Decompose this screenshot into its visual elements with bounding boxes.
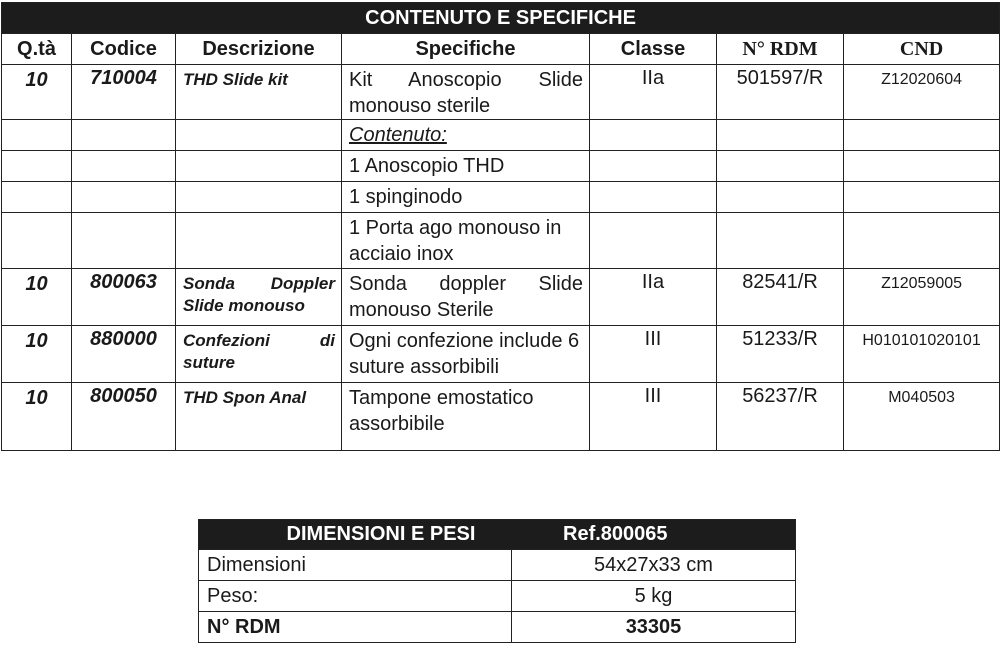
- header-qta: Q.tà: [2, 34, 72, 65]
- cell-qta: [2, 182, 72, 213]
- cell-cnd: M040503: [844, 383, 1000, 451]
- cell-descrizione: Confezioni di suture: [176, 326, 342, 383]
- cell-rdm: [717, 151, 844, 182]
- cell-cnd: [844, 182, 1000, 213]
- header-classe: Classe: [590, 34, 717, 65]
- cell-cnd: H010101020101: [844, 326, 1000, 383]
- dim-value: 33305: [512, 612, 796, 643]
- cell-rdm: 56237/R: [717, 383, 844, 451]
- cell-codice: [72, 151, 176, 182]
- cell-cnd: [844, 151, 1000, 182]
- cell-codice: 800063: [72, 269, 176, 326]
- header-codice: Codice: [72, 34, 176, 65]
- cell-classe: IIa: [590, 269, 717, 326]
- cell-classe: [590, 182, 717, 213]
- cell-cnd: [844, 120, 1000, 151]
- cell-qta: [2, 120, 72, 151]
- cell-cnd: Z12059005: [844, 269, 1000, 326]
- cell-rdm: 51233/R: [717, 326, 844, 383]
- cell-specifiche: 1 spinginodo: [342, 182, 590, 213]
- dim-label: Dimensioni: [199, 550, 512, 581]
- header-descrizione: Descrizione: [176, 34, 342, 65]
- header-cnd: CND: [844, 34, 1000, 65]
- table-title: CONTENUTO E SPECIFICHE: [2, 3, 1000, 34]
- table-row: [2, 65, 1000, 120]
- cell-classe: III: [590, 383, 717, 451]
- header-specifiche: Specifiche: [342, 34, 590, 65]
- cell-specifiche: 1 Porta ago monouso in acciaio inox: [342, 213, 590, 269]
- table-row: [2, 151, 1000, 182]
- table-row: [2, 182, 1000, 213]
- cell-rdm: [717, 213, 844, 269]
- contents-label: Contenuto:: [349, 124, 447, 146]
- table-row: [199, 581, 796, 612]
- cell-descrizione: [176, 213, 342, 269]
- cell-cnd: Z12020604: [844, 65, 1000, 120]
- cell-codice: [72, 213, 176, 269]
- dim-label: Peso:: [199, 581, 512, 612]
- cell-cnd: [844, 213, 1000, 269]
- cell-qta: 10: [2, 65, 72, 120]
- cell-qta: [2, 151, 72, 182]
- cell-specifiche: Sonda doppler Slide monouso Sterile: [342, 269, 590, 326]
- dim-ref-text: Ref.800065: [563, 523, 668, 545]
- cell-rdm: [717, 182, 844, 213]
- contents-specs-table: [1, 2, 1000, 451]
- cell-descrizione: [176, 182, 342, 213]
- cell-specifiche: 1 Anoscopio THD: [342, 151, 590, 182]
- cell-qta: 10: [2, 269, 72, 326]
- cell-codice: [72, 182, 176, 213]
- dimensions-weights-table: [198, 519, 796, 643]
- cell-classe: [590, 151, 717, 182]
- table-row: [2, 120, 1000, 151]
- dim-value: 5 kg: [512, 581, 796, 612]
- cell-classe: III: [590, 326, 717, 383]
- cell-specifiche: Tampone emostatico assorbibile: [342, 383, 590, 451]
- table-row: [199, 612, 796, 643]
- dim-value: 54x27x33 cm: [512, 550, 796, 581]
- cell-codice: 880000: [72, 326, 176, 383]
- table-row: [2, 269, 1000, 326]
- cell-specifiche: [342, 120, 590, 151]
- cell-descrizione: THD Slide kit: [176, 65, 342, 120]
- table-row: [199, 550, 796, 581]
- table-row: [2, 326, 1000, 383]
- cell-classe: IIa: [590, 65, 717, 120]
- cell-specifiche: Kit Anoscopio Slide monouso sterile: [342, 65, 590, 120]
- dim-title-text: DIMENSIONI E PESI: [286, 523, 476, 545]
- cell-descrizione: Sonda Doppler Slide monouso: [176, 269, 342, 326]
- cell-qta: 10: [2, 383, 72, 451]
- cell-codice: 710004: [72, 65, 176, 120]
- dim-table-title: [199, 520, 796, 550]
- cell-rdm: 82541/R: [717, 269, 844, 326]
- header-row: [2, 34, 1000, 65]
- cell-classe: [590, 120, 717, 151]
- cell-descrizione: [176, 120, 342, 151]
- cell-descrizione: THD Spon Anal: [176, 383, 342, 451]
- cell-codice: 800050: [72, 383, 176, 451]
- table-row: [2, 213, 1000, 269]
- cell-codice: [72, 120, 176, 151]
- cell-specifiche: Ogni confezione include 6 suture assorbibili: [342, 326, 590, 383]
- cell-classe: [590, 213, 717, 269]
- dim-label: N° RDM: [199, 612, 512, 643]
- header-rdm: N° RDM: [717, 34, 844, 65]
- cell-rdm: 501597/R: [717, 65, 844, 120]
- cell-descrizione: [176, 151, 342, 182]
- cell-rdm: [717, 120, 844, 151]
- table-row: [2, 383, 1000, 451]
- cell-qta: 10: [2, 326, 72, 383]
- cell-qta: [2, 213, 72, 269]
